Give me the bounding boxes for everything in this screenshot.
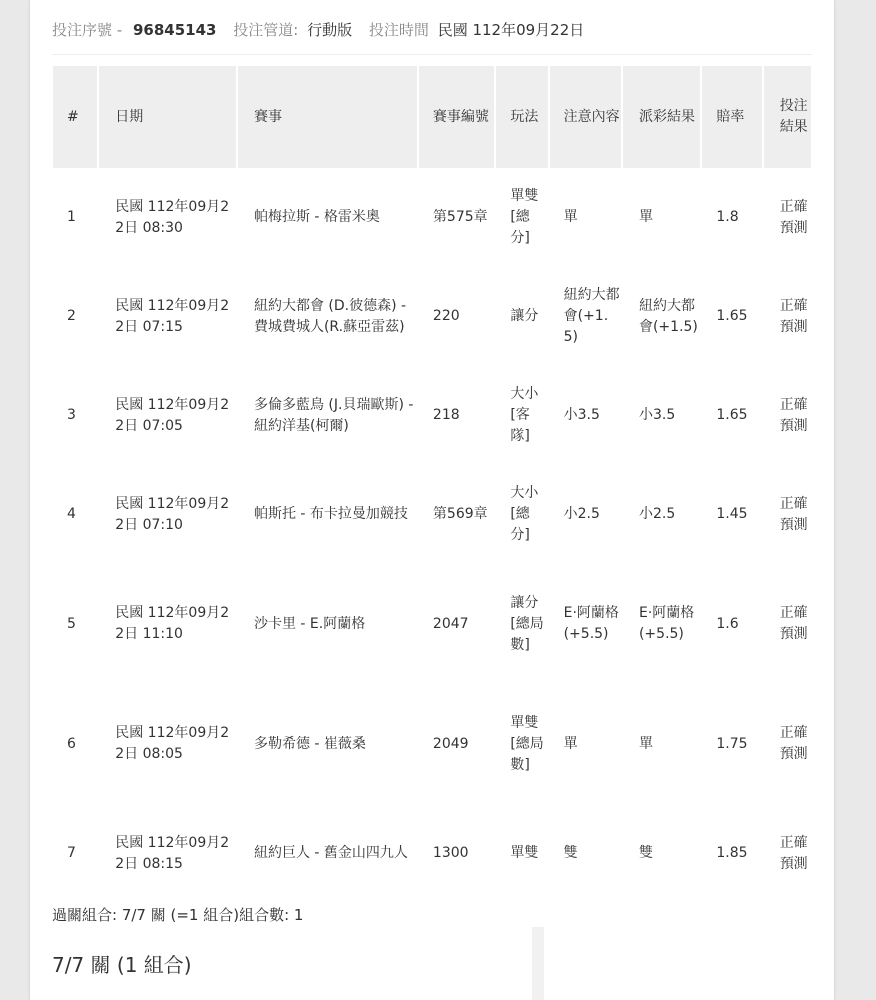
row-play: 單雙[總分] (510, 188, 539, 246)
row-payout: 單 (638, 209, 653, 225)
bet-info-line (52, 18, 584, 42)
col-header-odds: 賠率 (702, 66, 761, 168)
row-match: 帕斯托 - 布卡拉曼加競技 (253, 506, 408, 522)
row-index: 5 (67, 615, 76, 632)
row-payout: 小3.5 (638, 407, 676, 423)
row-bet: 單 (563, 209, 578, 225)
row-bet: 單 (563, 735, 578, 752)
row-payout: 單 (638, 735, 653, 752)
row-result: 正確預測 (779, 396, 808, 434)
row-index: 6 (67, 735, 76, 752)
row-payout: 雙 (638, 845, 653, 861)
row-bet: 小3.5 (563, 407, 600, 423)
col-header-result: 投注結果 (764, 66, 811, 168)
row-bet: 紐約大都會(+1.5) (563, 287, 620, 345)
row-result: 正確預測 (779, 725, 808, 762)
row-date: 民國 112年09月22日 08:05 (115, 725, 230, 762)
row-date: 民國 112年09月22日 08:30 (115, 198, 230, 236)
section-divider (532, 927, 544, 1000)
col-header-match-no: 賽事編號 (419, 66, 494, 168)
header-divider (52, 54, 812, 55)
row-match-no: 218 (432, 407, 460, 423)
row-match-no: 第569章 (432, 506, 488, 522)
row-bet: 小2.5 (563, 506, 600, 522)
row-play: 讓分 (510, 308, 539, 324)
row-payout: 紐約大都會(+1.5) (638, 297, 698, 335)
row-odds: 1.65 (716, 308, 748, 324)
row-date: 民國 112年09月22日 07:05 (115, 396, 230, 434)
table-row (53, 684, 811, 804)
parlay-summary: 過關組合: 7/7 關 (=1 組合)組合數: 1 (52, 906, 304, 924)
col-header-match: 賽事 (238, 66, 417, 168)
row-match: 紐約大都會 (D.彼德森) - 費城費城人(R.蘇亞雷茲) (253, 297, 407, 335)
col-header-bet: 注意內容 (550, 66, 621, 168)
row-result: 正確預測 (779, 198, 808, 236)
serial-value: 96845143 (132, 21, 217, 39)
row-match-no: 1300 (432, 845, 469, 861)
row-date: 民國 112年09月22日 07:10 (115, 495, 230, 533)
row-index: 2 (67, 308, 76, 324)
row-payout: E·阿蘭格(+5.5) (638, 605, 695, 642)
row-index: 7 (67, 845, 76, 861)
row-match-no: 第575章 (432, 209, 488, 225)
row-match-no: 2047 (432, 615, 469, 632)
row-odds: 1.85 (716, 845, 748, 861)
row-match: 帕梅拉斯 - 格雷米奧 (253, 209, 380, 225)
row-result: 正確預測 (779, 495, 808, 533)
row-result: 正確預測 (779, 834, 808, 872)
table-row (53, 168, 811, 267)
row-match-no: 2049 (432, 735, 469, 752)
row-payout: 小2.5 (638, 506, 676, 522)
row-bet: 雙 (563, 845, 578, 861)
combo-title: 7/7 關 (1 組合) (52, 953, 192, 977)
row-match: 多倫多藍鳥 (J.貝瑞歐斯) - 紐約洋基(柯爾) (253, 396, 414, 434)
row-bet: E·阿蘭格(+5.5) (563, 605, 619, 642)
row-odds: 1.75 (716, 735, 748, 752)
time-label: 投注時間 (368, 21, 429, 39)
row-match-no: 220 (432, 308, 460, 324)
row-date: 民國 112年09月22日 11:10 (115, 605, 230, 642)
bets-table (51, 66, 813, 903)
row-odds: 1.65 (716, 407, 748, 423)
row-date: 民國 112年09月22日 08:15 (115, 834, 230, 872)
row-index: 4 (67, 506, 76, 522)
channel-value: 行動版 (307, 21, 353, 39)
row-odds: 1.6 (716, 615, 739, 632)
table-header-row (53, 66, 811, 168)
col-header-play: 玩法 (496, 66, 547, 168)
row-play: 讓分[總局數] (510, 594, 544, 653)
table-row (53, 267, 811, 366)
col-header-payout: 派彩結果 (623, 66, 700, 168)
row-result: 正確預測 (779, 297, 808, 335)
row-odds: 1.45 (716, 506, 748, 522)
serial-label: 投注序號 - (52, 21, 123, 39)
bet-detail-card (30, 0, 834, 1000)
table-row (53, 366, 811, 465)
col-header-index: # (53, 66, 97, 168)
row-result: 正確預測 (779, 605, 808, 642)
row-play: 單雙[總局數] (510, 714, 544, 773)
row-play: 單雙 (510, 845, 539, 861)
table-row (53, 804, 811, 903)
channel-label: 投注管道: (233, 21, 299, 39)
time-value: 民國 112年09月22日 (437, 21, 585, 39)
row-match: 紐約巨人 - 舊金山四九人 (253, 845, 408, 861)
row-match: 沙卡里 - E.阿蘭格 (253, 615, 366, 632)
table-row (53, 465, 811, 564)
row-date: 民國 112年09月22日 07:15 (115, 297, 230, 335)
table-row (53, 564, 811, 684)
row-play: 大小[總分] (510, 485, 539, 543)
row-match: 多勒希德 - 崔薇桑 (253, 735, 366, 752)
row-odds: 1.8 (716, 209, 739, 225)
row-index: 3 (67, 407, 76, 423)
row-play: 大小[客隊] (510, 386, 539, 444)
row-index: 1 (67, 209, 76, 225)
col-header-date: 日期 (99, 66, 236, 168)
